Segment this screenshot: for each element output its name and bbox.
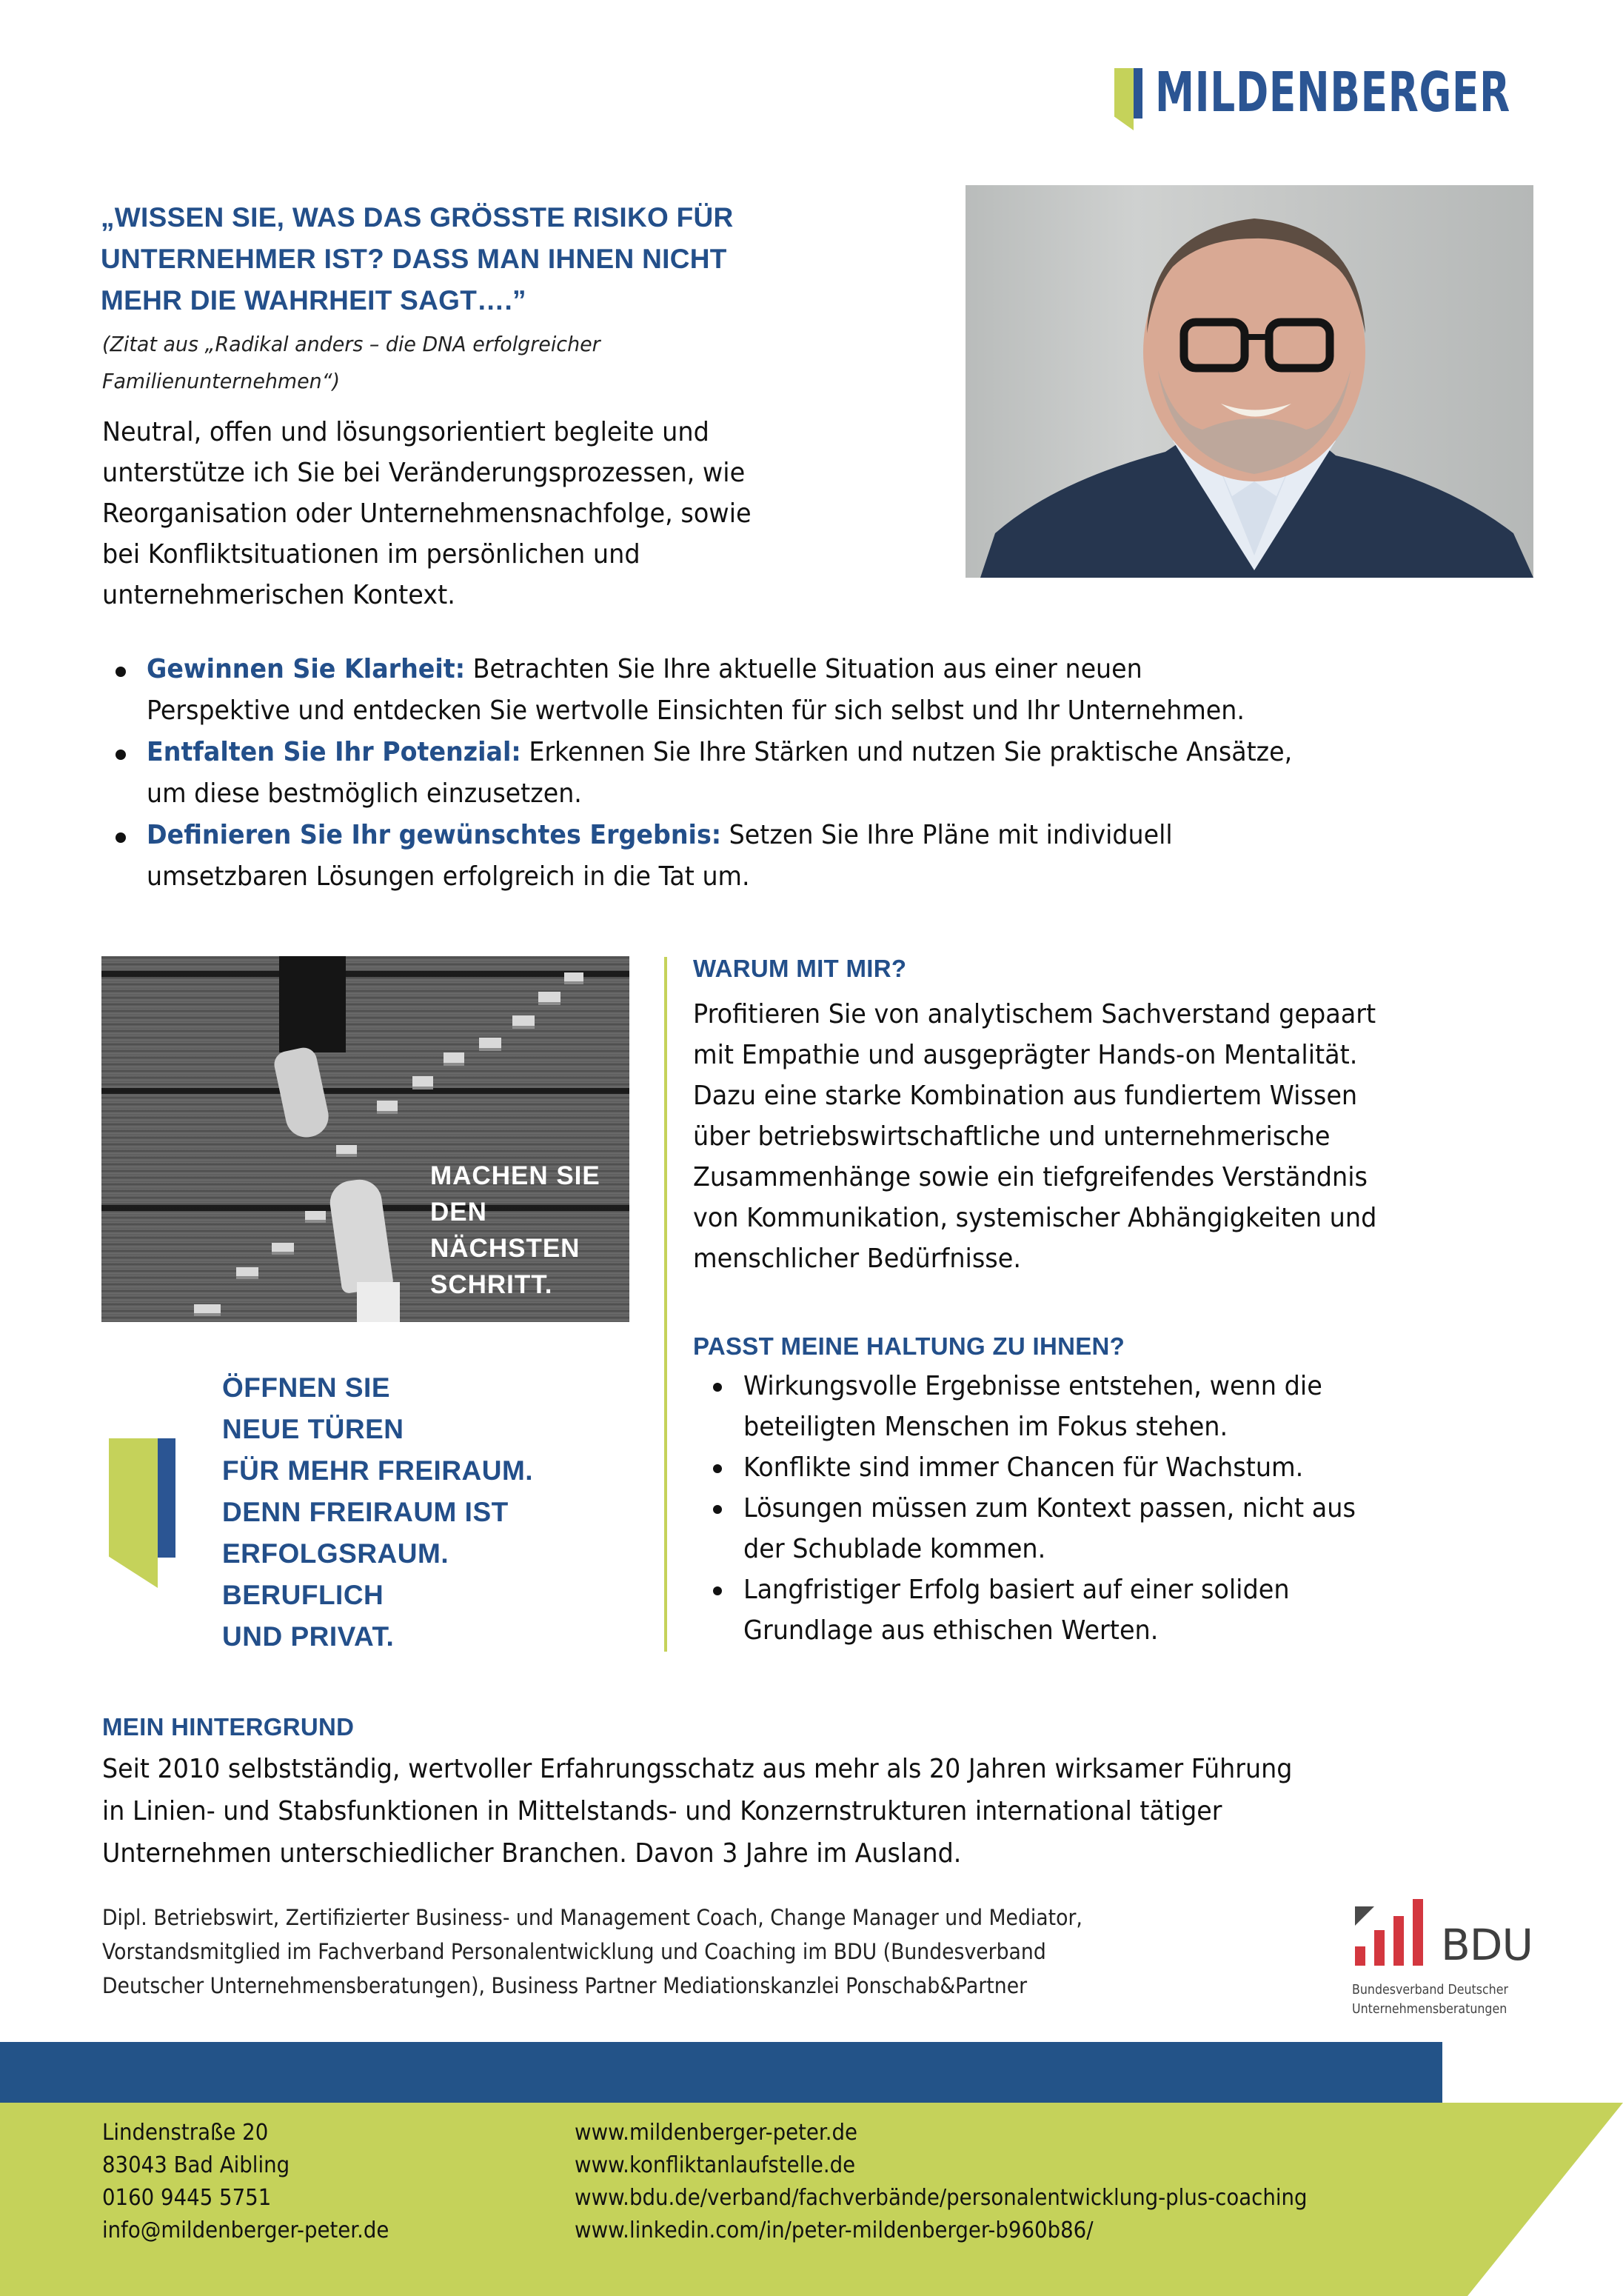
logo-mark-green-icon — [1114, 68, 1134, 130]
bdu-subtitle-line: Unternehmensberatungen — [1352, 2001, 1507, 2017]
why-line: menschlicher Bedürfnisse. — [693, 1244, 1021, 1274]
tagline-line: DENN FREIRAUM IST — [222, 1497, 509, 1527]
benefit-item — [111, 649, 1555, 732]
website-link[interactable]: www.mildenberger-peter.de — [575, 2120, 857, 2146]
haltung-item — [693, 1488, 1552, 1569]
haltung-text: Langfristiger Erfolg basiert auf einer soliden — [743, 1575, 1290, 1605]
credentials — [102, 1900, 1328, 2003]
haltung-text: der Schublade kommen. — [743, 1534, 1046, 1564]
intro-paragraph — [102, 412, 914, 615]
background-line: in Linien- und Stabsfunktionen in Mittelstands- und Konzernstrukturen international tätiger — [102, 1796, 1222, 1826]
benefit-text: um diese bestmöglich einzusetzen. — [147, 778, 582, 809]
benefit-lead: Gewinnen Sie Klarheit: — [147, 654, 466, 684]
bdu-triangle-icon — [1355, 1906, 1374, 1926]
benefits-list — [111, 649, 1555, 898]
quote-line: „WISSEN SIE, WAS DAS GRÖSSTE RISIKO FÜR — [101, 202, 734, 233]
portrait-illustration — [966, 185, 1533, 578]
overlay-line: MACHEN SIE — [430, 1161, 600, 1190]
benefit-text: Erkennen Sie Ihre Stärken und nutzen Sie praktische Ansätze, — [521, 737, 1293, 767]
email-link[interactable]: info@mildenberger-peter.de — [102, 2217, 389, 2243]
haltung-list — [693, 1366, 1552, 1651]
why-line: Dazu eine starke Kombination aus fundiertem Wissen — [693, 1081, 1358, 1111]
benefit-text: Setzen Sie Ihre Pläne mit individuell — [721, 820, 1173, 850]
sleeve-shape — [357, 1282, 400, 1322]
bdu-bar-icon — [1413, 1899, 1423, 1966]
tagline-line: UND PRIVAT. — [222, 1621, 395, 1652]
intro-line: unterstütze ich Sie bei Veränderungsprozessen, wie — [102, 458, 746, 488]
footer-links — [575, 2117, 1308, 2247]
why-line: über betriebswirtschaftliche und unternehmerische — [693, 1121, 1331, 1152]
why-heading: WARUM MIT MIR? — [693, 955, 907, 982]
bullet-icon — [713, 1505, 722, 1514]
haltung-text: Lösungen müssen zum Kontext passen, nicht aus — [743, 1493, 1356, 1524]
bdu-wordmark: BDU — [1441, 1920, 1533, 1970]
background-text — [102, 1748, 1513, 1875]
benefit-text: Betrachten Sie Ihre aktuelle Situation aus einer neuen — [465, 654, 1142, 684]
bullet-icon — [116, 750, 126, 760]
overlay-line: NÄCHSTEN — [430, 1234, 580, 1263]
footer-blue-band — [0, 2042, 1442, 2103]
steps-overlay-text — [430, 1158, 600, 1303]
credentials-line: Dipl. Betriebswirt, Zertifizierter Business- und Management Coach, Change Manager und Mediator, — [102, 1905, 1082, 1930]
overlay-line: SCHRITT. — [430, 1270, 553, 1299]
tagline — [222, 1367, 637, 1658]
logo-mark-blue-icon — [1134, 68, 1142, 119]
haltung-heading: PASST MEINE HALTUNG ZU IHNEN? — [693, 1332, 1125, 1360]
credentials-line: Vorstandsmitglied im Fachverband Personalentwicklung und Coaching im BDU (Bundesverband — [102, 1939, 1046, 1964]
steps-photo — [101, 956, 629, 1322]
bullet-icon — [713, 1383, 722, 1392]
credentials-line: Deutscher Unternehmensberatungen), Business Partner Mediationskanzlei Ponschab&Partner — [102, 1973, 1028, 1998]
bullet-icon — [116, 832, 126, 843]
citation-line: (Zitat aus „Radikal anders – die DNA erfolgreicher — [102, 332, 600, 356]
haltung-item — [693, 1447, 1552, 1488]
bdu-subtitle-line: Bundesverband Deutscher — [1352, 1982, 1508, 1998]
linkedin-link[interactable]: www.linkedin.com/in/peter-mildenberger-b960b86/ — [575, 2217, 1094, 2243]
portrait-photo — [966, 185, 1533, 578]
tagline-mark-blue-icon — [158, 1438, 175, 1558]
haltung-text: Grundlage aus ethischen Werten. — [743, 1615, 1159, 1646]
sleeve-shape — [279, 956, 346, 1052]
haltung-text: Wirkungsvolle Ergebnisse entstehen, wenn die — [743, 1371, 1322, 1401]
haltung-text: beteiligten Menschen im Fokus stehen. — [743, 1412, 1228, 1442]
background-line: Unternehmen unterschiedlicher Branchen. Davon 3 Jahre im Ausland. — [102, 1838, 962, 1869]
quote-citation — [102, 326, 920, 400]
why-line: Profitieren Sie von analytischem Sachverstand gepaart — [693, 999, 1376, 1029]
citation-line: Familienunternehmen“) — [102, 369, 341, 393]
column-divider — [664, 957, 667, 1652]
why-section — [693, 952, 1552, 1279]
benefit-text: Perspektive und entdecken Sie wertvolle Einsichten für sich selbst und Ihr Unternehmen. — [147, 695, 1245, 726]
haltung-item — [693, 1366, 1552, 1447]
intro-line: Reorganisation oder Unternehmensnachfolge, sowie — [102, 498, 752, 529]
why-line: von Kommunikation, systemischer Abhängigkeiten und — [693, 1203, 1377, 1233]
why-line: Zusammenhänge sowie ein tiefgreifendes Verständnis — [693, 1162, 1368, 1192]
quote-line: MEHR DIE WAHRHEIT SAGT….” — [101, 285, 526, 316]
intro-line: unternehmerischen Kontext. — [102, 580, 455, 610]
quote-line: UNTERNEHMER IST? DASS MAN IHNEN NICHT — [101, 244, 727, 274]
konfliktanlaufstelle-link[interactable]: www.konfliktanlaufstelle.de — [575, 2152, 856, 2178]
address-street: Lindenstraße 20 — [102, 2120, 269, 2146]
why-text — [693, 994, 1540, 1279]
bdu-link[interactable]: www.bdu.de/verband/fachverbände/personalentwicklung-plus-coaching — [575, 2185, 1308, 2211]
background-line: Seit 2010 selbstständig, wertvoller Erfahrungsschatz aus mehr als 20 Jahren wirksamer Führung — [102, 1754, 1293, 1784]
bullet-icon — [713, 1586, 722, 1595]
intro-line: bei Konfliktsituationen im persönlichen und — [102, 539, 640, 570]
benefit-text: umsetzbaren Lösungen erfolgreich in die Tat um. — [147, 861, 750, 892]
overlay-line: DEN — [430, 1198, 487, 1227]
bdu-bar-icon — [1393, 1916, 1404, 1966]
footer-contact — [102, 2117, 389, 2247]
intro-line: Neutral, offen und lösungsorientiert begleite und — [102, 417, 709, 447]
haltung-text: Konflikte sind immer Chancen für Wachstum. — [743, 1452, 1304, 1483]
benefit-item — [111, 815, 1555, 898]
haltung-item — [693, 1569, 1552, 1651]
bullet-icon — [116, 667, 126, 677]
why-line: mit Empathie und ausgeprägter Hands-on Mentalität. — [693, 1040, 1358, 1070]
tagline-line: FÜR MEHR FREIRAUM. — [222, 1455, 534, 1486]
address-city: 83043 Bad Aibling — [102, 2152, 290, 2178]
bdu-subtitle — [1352, 1980, 1541, 2019]
benefit-lead: Definieren Sie Ihr gewünschtes Ergebnis: — [147, 820, 722, 850]
background-heading: MEIN HINTERGRUND — [102, 1713, 355, 1741]
logo-wordmark: MILDENBERGER — [1155, 61, 1510, 124]
tagline-line: ÖFFNEN SIE — [222, 1372, 391, 1403]
tagline-line: NEUE TÜREN — [222, 1414, 404, 1444]
hand-shape — [272, 1045, 332, 1141]
phone-number[interactable]: 0160 9445 5751 — [102, 2185, 272, 2211]
benefit-item — [111, 732, 1555, 815]
bullet-icon — [713, 1464, 722, 1473]
bdu-bar-icon — [1355, 1946, 1365, 1966]
tagline-mark-green-icon — [109, 1438, 158, 1588]
tagline-line: ERFOLGSRAUM. — [222, 1538, 449, 1569]
hand-shape — [327, 1177, 394, 1294]
bdu-logo — [1352, 1906, 1559, 2025]
benefit-lead: Entfalten Sie Ihr Potenzial: — [147, 737, 521, 767]
headline-quote — [101, 197, 952, 321]
tagline-line: BERUFLICH — [222, 1580, 384, 1610]
bdu-bar-icon — [1374, 1930, 1385, 1966]
